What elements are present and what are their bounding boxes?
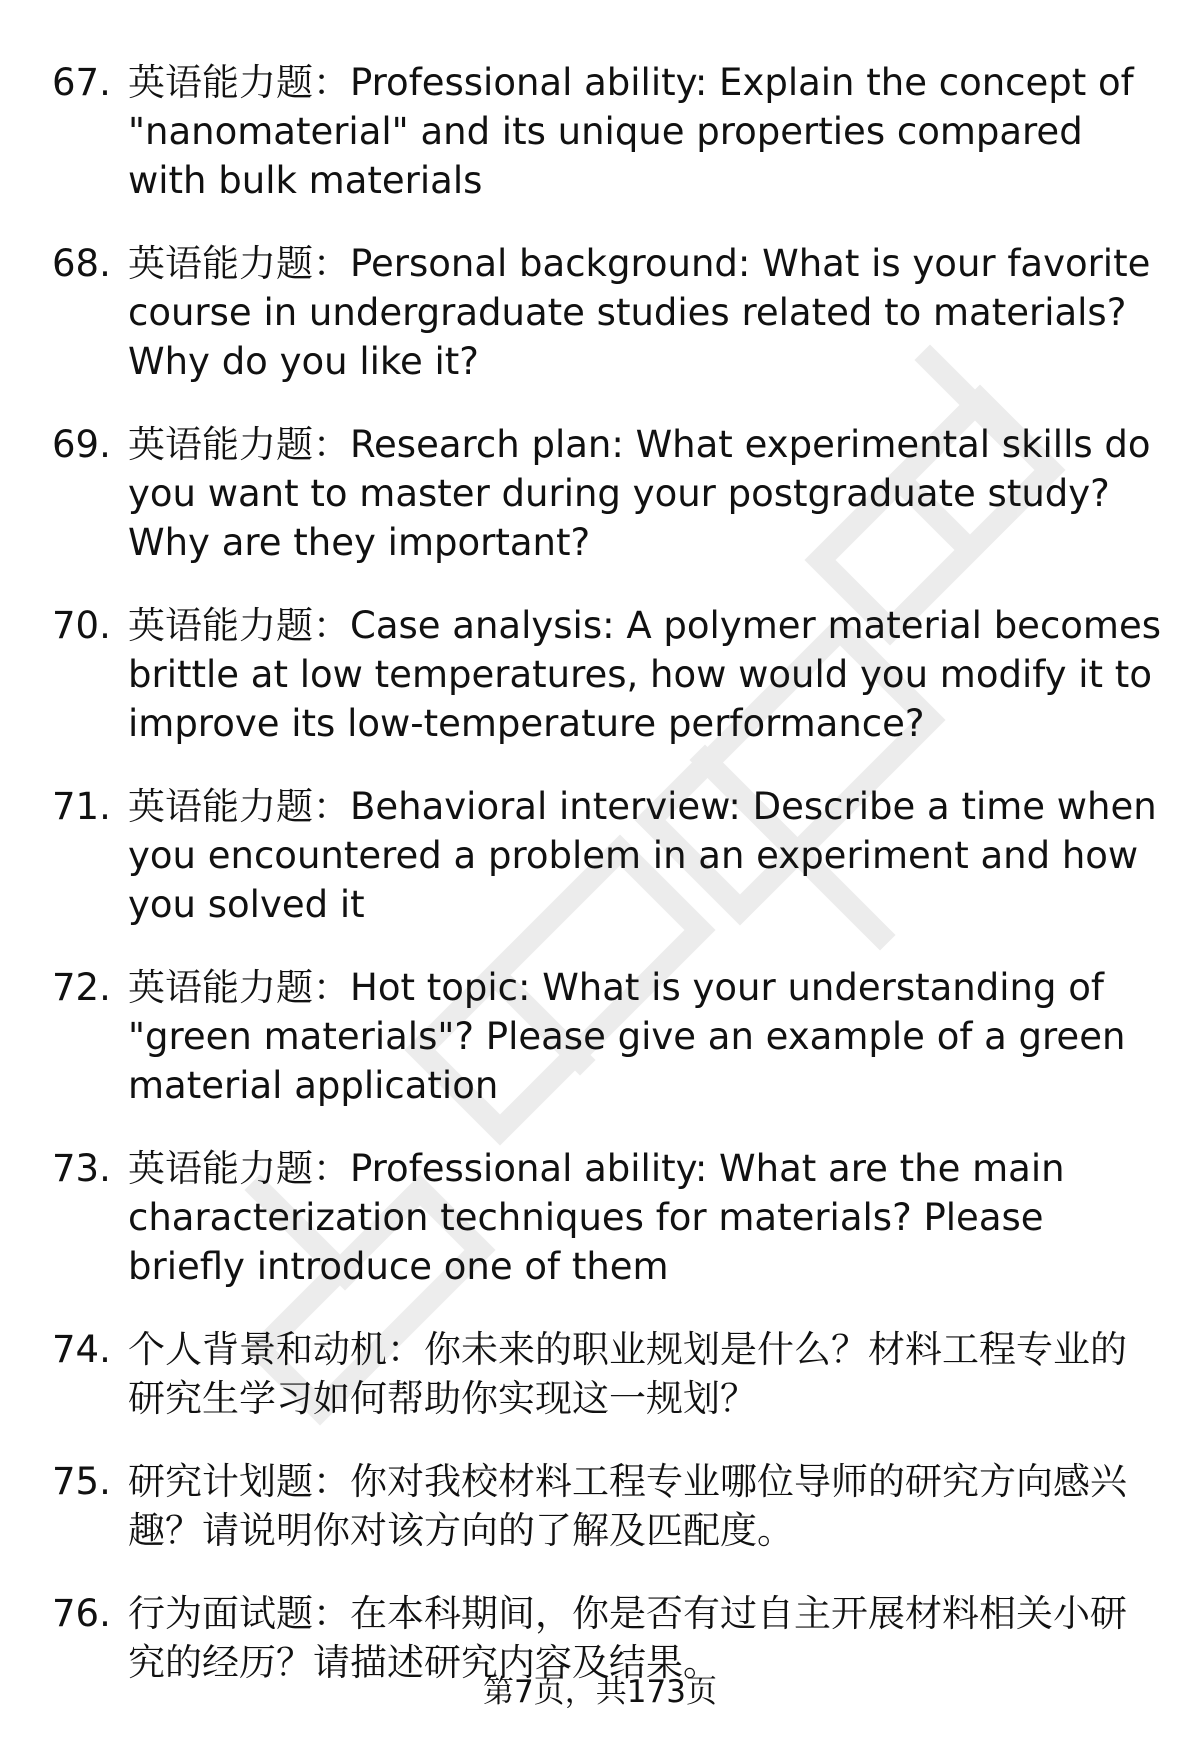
question-text: 英语能力题：Case analysis: A polymer material becomes brittle at low temperatures, how would you modify it to improve its low-temperature performance?	[128, 604, 1162, 745]
question-number: 75.	[52, 1460, 111, 1503]
page-footer	[0, 1672, 1200, 1712]
question-item	[52, 1457, 1162, 1555]
question-number: 74.	[52, 1328, 111, 1371]
question-number: 68.	[52, 242, 111, 285]
question-number: 76.	[52, 1592, 111, 1635]
question-number: 73.	[52, 1147, 111, 1190]
question-text: 行为面试题：在本科期间，你是否有过自主开展材料相关小研究的经历？请描述研究内容及结果。	[128, 1592, 1127, 1684]
page-number-label: 第7页，共173页	[483, 1674, 717, 1710]
question-item	[52, 601, 1162, 748]
question-number: 67.	[52, 61, 111, 104]
question-list	[52, 58, 1162, 1721]
question-text: 英语能力题：Hot topic: What is your understanding of "green materials"? Please give an example of a green material application	[128, 966, 1126, 1107]
question-item	[52, 239, 1162, 386]
question-item	[52, 1144, 1162, 1291]
question-item	[52, 782, 1162, 929]
question-number: 70.	[52, 604, 111, 647]
question-text: 英语能力题：Personal background: What is your favorite course in undergraduate studies related to materials? Why do you like it?	[128, 242, 1151, 383]
question-text: 英语能力题：Research plan: What experimental skills do you want to master during your postgraduate study? Why are they important?	[128, 423, 1151, 564]
question-number: 69.	[52, 423, 111, 466]
question-item	[52, 420, 1162, 567]
question-item	[52, 1325, 1162, 1423]
question-item	[52, 58, 1162, 205]
question-text: 英语能力题：Professional ability: What are the main characterization techniques for materials? Please briefly introduce one of them	[128, 1147, 1065, 1288]
question-text: 个人背景和动机：你未来的职业规划是什么？材料工程专业的研究生学习如何帮助你实现这一规划？	[128, 1328, 1127, 1420]
question-number: 72.	[52, 966, 111, 1009]
question-text: 英语能力题：Professional ability: Explain the concept of "nanomaterial" and its unique properties compared with bulk materials	[128, 61, 1134, 202]
question-number: 71.	[52, 785, 111, 828]
question-text: 研究计划题：你对我校材料工程专业哪位导师的研究方向感兴趣？请说明你对该方向的了解及匹配度。	[128, 1460, 1127, 1552]
question-text: 英语能力题：Behavioral interview: Describe a time when you encountered a problem in an experiment and how you solved it	[128, 785, 1157, 926]
question-item	[52, 963, 1162, 1110]
